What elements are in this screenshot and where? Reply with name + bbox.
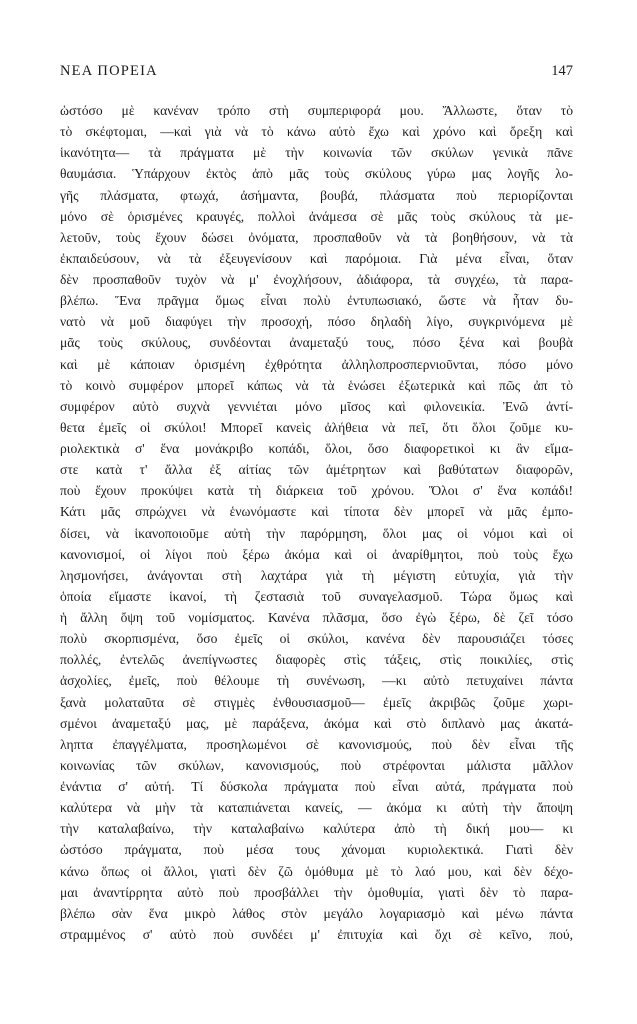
text-line: δὲν προσπαθοῦν τυχὸν νὰ μ' ἐνοχλήσουν, ἀδιάφορα, τὰ συγχέω, τὰ παρα-	[60, 272, 573, 287]
text-line: δίσει, νὰ ἱκανοποιοῦμε αὐτὴ τὴν παρόρμηση, ὅλοι μας οἱ νόμοι καὶ οἱ	[60, 525, 573, 541]
text-line: ληπτα ἐπαγγέλματα, προσηλωμένοι σὲ κανονισμούς, ποὺ δὲν εἶναι τῆς	[60, 736, 573, 752]
text-line: πολὺ σκορπισμένα, ὅσο ἐμεῖς οἱ σκύλοι, κανένα δὲν παρουσιάζει τόσες	[60, 631, 573, 647]
text-line: ποὺ ἔχουν προκύψει κατὰ τὴ διάρκεια τοῦ χρόνου. Ὅλοι σ' ἕνα κοπάδι!	[60, 483, 573, 499]
text-line: γῆς πλάσματα, φτωχά, ἀσήμαντα, βουβά, πλάσματα ποὺ περιορίζονται	[60, 187, 573, 203]
text-line: θετα ἐμεῖς οἱ σκύλοι! Μπορεῖ κανεὶς ἀλήθεια νὰ πεῖ, ὅτι ὅλοι ζοῦμε κυ-	[60, 419, 573, 435]
text-line: ἐκπαιδεύσουν, νὰ τὰ ἐξευγενίσουν καὶ παρόμοια. Γιὰ μένα εἶναι, ὅταν	[60, 250, 573, 266]
text-line: ἀσχολίες, ἐμεῖς, ποὺ θέλουμε τὴ συνένωση, —κι αὐτὸ πετυχαίνει πάντα	[60, 673, 573, 689]
text-line: βλέπω. Ἕνα πρᾶγμα ὅμως εἶναι πολὺ ἐντυπωσιακό, ὥστε νὰ ἦταν δυ-	[60, 293, 573, 309]
text-line: ἐνάντια σ' αὐτή. Τί δύσκολα πράγματα ποὺ εἶναι αὐτά, πράγματα ποὺ	[60, 779, 573, 794]
text-line: ριολεκτικὰ σ' ἕνα μονάκριβο κοπάδι, ὅλοι, ὅσο διαφορετικοὶ κι ἂν εἴμα-	[60, 441, 573, 456]
running-head: ΝΕΑ ΠΟΡΕΙΑ	[60, 63, 158, 79]
text-line: στραμμένος σ' αὐτὸ ποὺ συνδέει μ' ἐπιτυχία καὶ ὄχι σὲ κεῖνο, πού,	[60, 926, 573, 942]
text-line: πολλές, ἐντελῶς ἀνεπίγνωστες διαφορὲς στὶς τάξεις, στὶς ποικιλίες, στὶς	[60, 652, 573, 668]
text-line: λετοῦν, τοὺς ἔχουν δώσει ὀνόματα, προσπαθοῦν νὰ τὰ βοηθήσουν, νὰ τὰ	[60, 229, 573, 245]
text-line: ἡ ἄλλη ὄψη τοῦ νομίσματος. Κανένα πλᾶσμα, ὅσο ἐγὼ ξέρω, δὲ ζεῖ τόσο	[60, 610, 573, 625]
text-line: ξανὰ μολαταῦτα σὲ στιγμὲς ἐνθουσιασμοῦ— ἐμεῖς ἀκριβῶς ζοῦμε χωρι-	[60, 694, 573, 710]
text-line: καλύτερα νὰ μὴν τὰ καταπιάνεται κανείς, — ἀκόμα κι αὐτὴ τὴν ἄποψη	[60, 800, 573, 816]
text-line: συμφέρον αὐτὸ συχνὰ γεννιέται μόνο μῖσος καὶ φιλονεικία. Ἐνῶ ἀντί-	[60, 398, 573, 414]
text-line: μᾶς τοὺς σκύλους, συνδέονται ἀναμεταξύ τους, πόσο ξένα καὶ βουβὰ	[60, 335, 573, 351]
text-line: τὸ κοινὸ συμφέρον μπορεῖ κάπως νὰ τὰ ἑνώσει ἐξωτερικὰ καὶ πῶς ἀπ τὸ	[60, 377, 573, 393]
text-line: στε κατὰ τ' ἄλλα ἐξ αἰτίας τῶν ἀμέτρητων καὶ βαθύτατων διαφορῶν,	[60, 462, 573, 478]
text-line: τὴν καταλαβαίνω, τὴν καταλαβαίνω καλύτερα ἀπὸ τὴ δική μου— κι	[60, 821, 573, 837]
text-line: σμένοι ἀναμεταξύ μας, μὲ παράξενα, ἀκόμα καὶ στὸ διπλανὸ μας ἀκατά-	[60, 715, 573, 731]
text-line: ἱκανότητα— τὰ πράγματα μὲ τὴν κοινωνία τῶν σκύλων γενικὰ πᾶνε	[60, 145, 573, 161]
text-line: μαι ἀναντίρρητα αὐτὸ ποὺ προσβάλλει τὴν ὁμοθυμία, γιατὶ δὲν τὸ παρα-	[60, 884, 573, 900]
text-line: λησμονήσει, ἀνάγονται στὴ λαχτάρα γιὰ τὴ μέγιστη εὐτυχία, γιὰ τὴν	[60, 567, 573, 583]
text-line: καὶ μὲ κάποιαν ὁρισμένη ἐχθρότητα ἀλληλοπροσπερνιοῦνται, πόσο μόνο	[60, 356, 573, 372]
body-text	[60, 100, 573, 945]
text-line: κοινωνίας τῶν σκύλων, κανονισμούς, ποὺ στρέφονται μάλιστα μᾶλλον	[60, 757, 573, 773]
text-line: θαυμάσια. Ὑπάρχουν ἐκτὸς ἀπὸ μᾶς τοὺς σκύλους γύρω μας λογῆς λο-	[60, 166, 573, 182]
text-line: κανονισμοί, οἱ λίγοι ποὺ ξέρω ἀκόμα καὶ οἱ ἀναρίθμητοι, ποὺ τοὺς ἔχω	[60, 546, 573, 562]
text-line: ὁποία εἴμαστε ἱκανοί, τὴ ζεστασιὰ τοῦ συναγελασμοῦ. Τώρα ὅμως καὶ	[60, 588, 573, 604]
page-number: 147	[551, 63, 573, 79]
text-line: κάνω ὅπως οἱ ἄλλοι, γιατὶ δὲν ζῶ ὁμόθυμα μὲ τὸ λαό μου, καὶ δὲν δέχο-	[60, 863, 573, 879]
text-line: ὡστόσο μὲ κανέναν τρόπο στὴ συμπεριφορά μου. Ἄλλωστε, ὅταν τὸ	[60, 103, 573, 118]
text-line: τὸ σκέφτομαι, —καὶ γιὰ νὰ τὸ κάνω αὐτὸ ἔχω καὶ χρόνο καὶ ὄρεξη καὶ	[60, 124, 573, 140]
text-line: Κάτι μᾶς σπρώχνει νὰ ἑνωνόμαστε καὶ τίποτα δὲν μπορεῖ νὰ μᾶς ἐμπο-	[60, 504, 573, 520]
text-line: ὡστόσο πράγματα, ποὺ μέσα τους χάνομαι κυριολεκτικά. Γιατὶ δὲν	[60, 842, 573, 858]
page-header	[60, 63, 573, 85]
text-line: μόνο σὲ ὁρισμένες κραυγές, πολλοὶ ἀνάμεσα σὲ μᾶς τοὺς σκύλους τὰ με-	[60, 208, 573, 224]
text-line: νατὸ νὰ μοῦ διαφύγει τὴν προσοχή, πόσο δηλαδὴ λίγο, συγκρινόμενα μὲ	[60, 314, 573, 330]
text-line: βλέπω σὰν ἕνα μικρὸ λάθος στὸν μεγάλο λογαριασμὸ καὶ μένω πάντα	[60, 905, 573, 921]
